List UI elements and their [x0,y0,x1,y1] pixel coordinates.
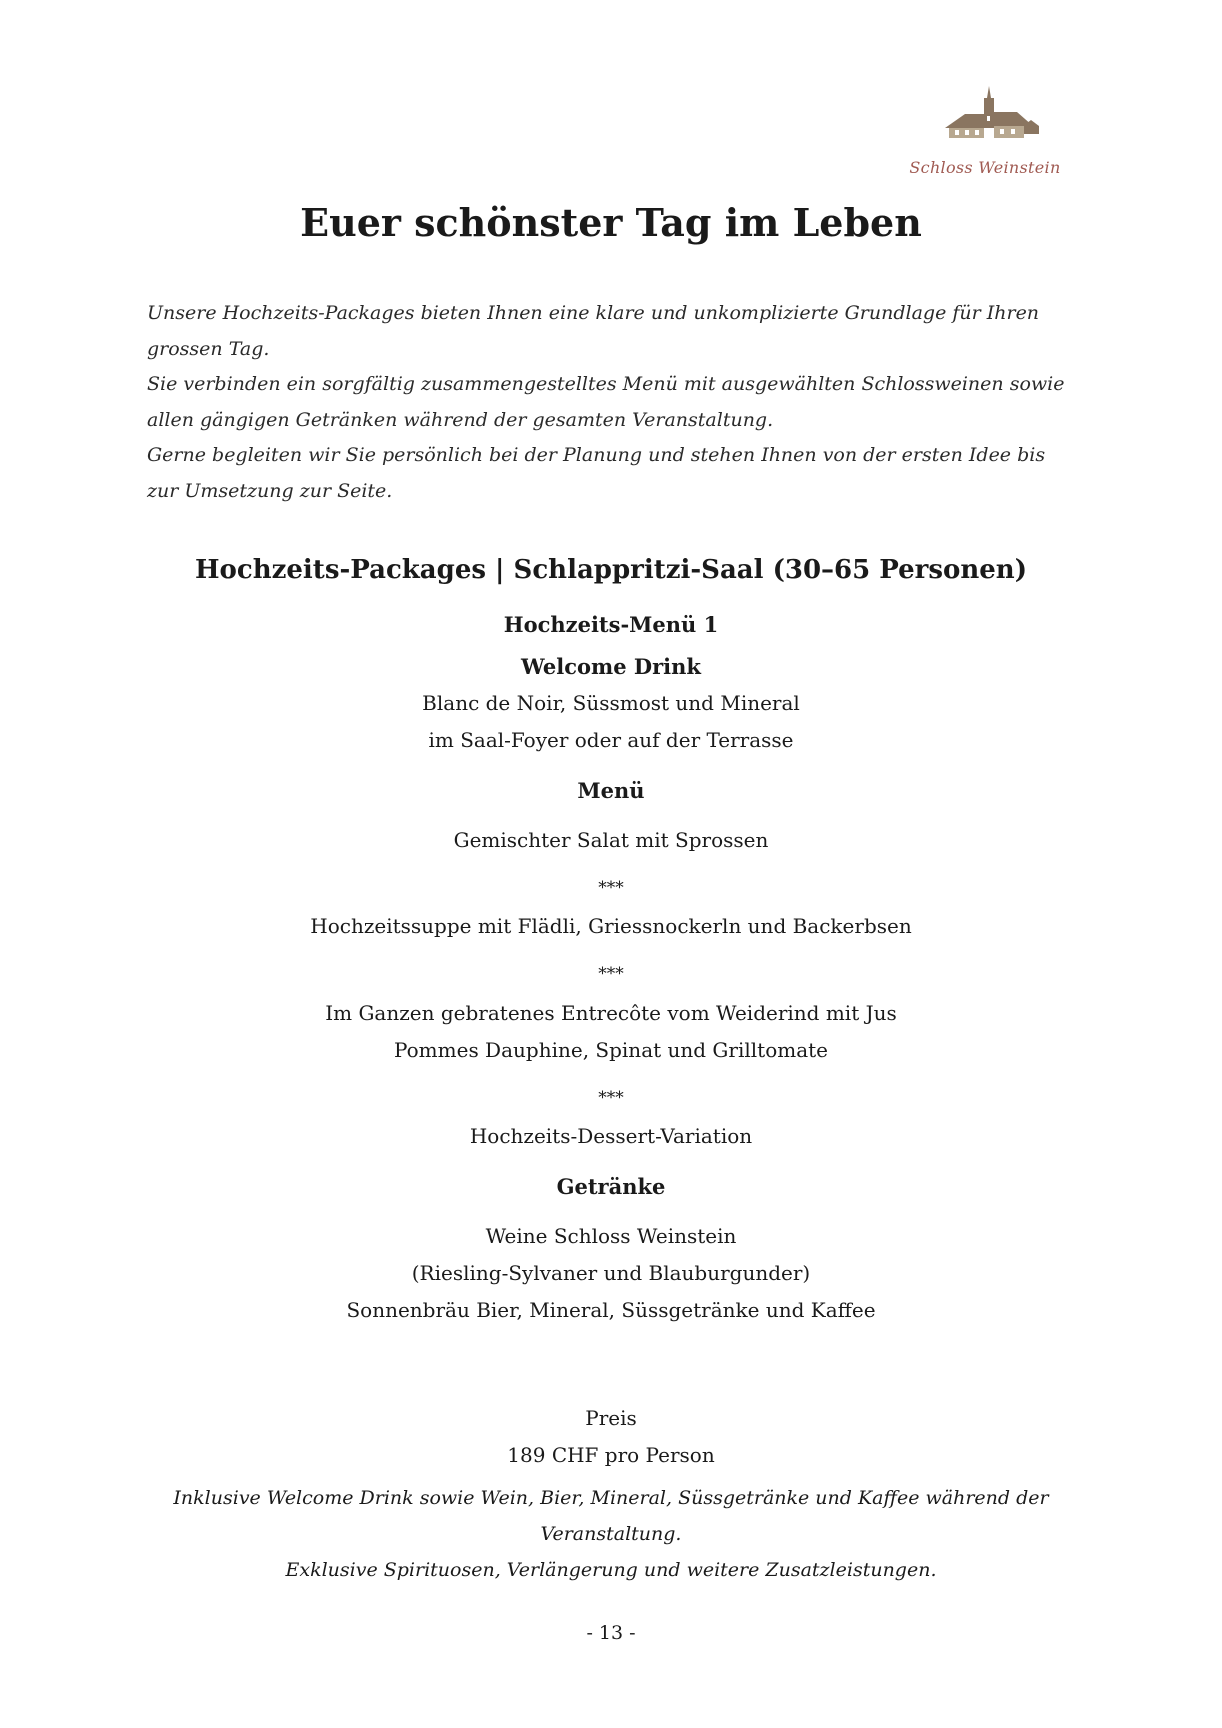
drinks-line: (Riesling-Sylvaner und Blauburgunder) [411,1261,811,1285]
course-separator: *** [598,1088,624,1108]
castle-icon [905,78,1065,158]
schloss-weinstein-logo [905,78,1065,193]
menu-course: Gemischter Salat mit Sprossen [453,828,769,852]
course-separator: *** [598,964,624,984]
menu-heading: Menü [577,778,645,803]
menu-title: Hochzeits-Menü 1 [503,612,719,637]
menu-course: Hochzeitssuppe mit Flädli, Griessnockerln und Backerbsen [310,914,912,938]
welcome-drink-line: im Saal-Foyer oder auf der Terrasse [428,728,794,752]
menu-course: Hochzeits-Dessert-Variation [469,1124,753,1148]
drinks-heading: Getränke [556,1174,666,1199]
drinks-line: Weine Schloss Weinstein [485,1224,737,1248]
welcome-drink-line: Blanc de Noir, Süssmost und Mineral [422,691,800,715]
price-value: 189 CHF pro Person [507,1443,715,1467]
price-note: Exklusive Spirituosen, Verlängerung und weitere Zusatzleistungen. [285,1559,937,1581]
intro-paragraph: Unsere Hochzeits-Packages bieten Ihnen eine klare und unkomplizierte Grundlage für Ihren grossen Tag. [147,302,1040,360]
intro-paragraph: Sie verbinden ein sorgfältig zusammengestelltes Menü mit ausgewählten Schlossweinen sowie allen gängigen Getränken während der gesamten Veranstaltung. [147,373,1065,431]
drinks-line: Sonnenbräu Bier, Mineral, Süssgetränke und Kaffee [346,1298,876,1322]
welcome-drink-heading: Welcome Drink [521,654,701,679]
price-note: Inklusive Welcome Drink sowie Wein, Bier, Mineral, Süssgetränke und Kaffee während der [173,1487,1049,1509]
intro-text [147,296,1077,509]
menu-course: Im Ganzen gebratenes Entrecôte vom Weiderind mit Jus [325,1001,897,1025]
section-title: Hochzeits-Packages | Schlappritzi-Saal (30–65 Personen) [194,555,1028,585]
menu-course: Pommes Dauphine, Spinat und Grilltomate [393,1038,828,1062]
page-number: - 13 - [586,1622,636,1644]
course-separator: *** [598,878,624,898]
price-label: Preis [585,1406,637,1430]
logo-wordmark: Schloss Weinstein [909,158,1061,177]
page-title: Euer schönster Tag im Leben [300,200,922,245]
price-note: Veranstaltung. [540,1523,682,1545]
intro-paragraph: Gerne begleiten wir Sie persönlich bei der Planung und stehen Ihnen von der ersten Idee bis zur Umsetzung zur Seite. [147,444,1046,502]
